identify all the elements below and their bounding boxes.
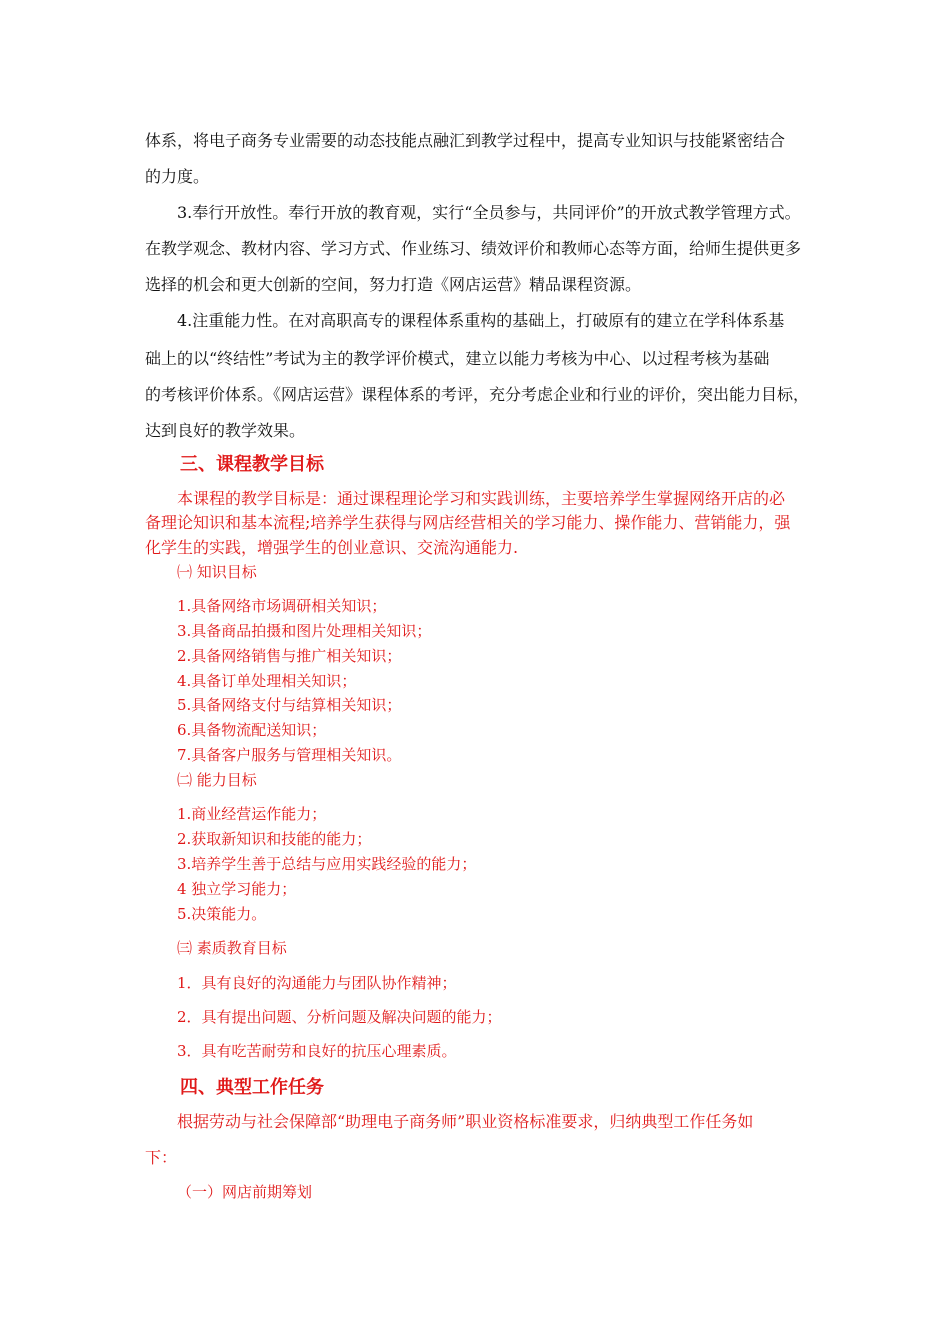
subsection-heading: （一）网店前期筹划: [177, 1183, 313, 1201]
list-item: 1．具有良好的沟通能力与团队协作精神；: [177, 974, 457, 992]
principle-line: 础上的以“终结性”考试为主的教学评价模式，建立以能力考核为中心、以过程考核为基础: [145, 349, 770, 368]
list-item: 2.获取新知识和技能的能力；: [177, 830, 372, 848]
intro-line: 的力度。: [145, 167, 210, 186]
objective-intro-line: 本课程的教学目标是：通过课程理论学习和实践训练，主要培养学生掌握网络开店的必: [177, 489, 786, 508]
principle-line: 达到良好的教学效果。: [145, 421, 306, 440]
list-item: 5.具备网络支付与结算相关知识；: [177, 696, 402, 714]
list-item: 3．具有吃苦耐劳和良好的抗压心理素质。: [177, 1042, 457, 1060]
intro-line: 体系，将电子商务专业需要的动态技能点融汇到教学过程中，提高专业知识与技能紧密结合: [145, 131, 786, 150]
list-item: 1.商业经营运作能力；: [177, 805, 327, 823]
subsection-heading: ㈡ 能力目标: [177, 771, 257, 789]
list-item: 5.决策能力。: [177, 905, 267, 923]
task-intro-line: 下：: [145, 1148, 178, 1167]
subsection-heading: ㈠ 知识目标: [177, 563, 257, 581]
objective-intro-line: 化学生的实践，增强学生的创业意识、交流沟通能力.: [145, 538, 519, 557]
list-item: 4 独立学习能力；: [177, 880, 297, 898]
principle-line: 的考核评价体系。《网店运营》课程体系的考评，充分考虑企业和行业的评价，突出能力目标，: [145, 385, 810, 404]
list-item: 7.具备客户服务与管理相关知识。: [177, 746, 402, 764]
list-item: 4.具备订单处理相关知识；: [177, 672, 357, 690]
list-item: 1.具备网络市场调研相关知识；: [177, 597, 387, 615]
task-intro-line: 根据劳动与社会保障部“助理电子商务师”职业资格标准要求，归纳典型工作任务如: [177, 1112, 754, 1131]
principle-line: 3.奉行开放性。奉行开放的教育观，实行“全员参与，共同评价”的开放式教学管理方式。: [177, 203, 801, 222]
section-heading: 四、典型工作任务: [180, 1077, 324, 1098]
list-item: 6.具备物流配送知识；: [177, 721, 327, 739]
list-item: 3.具备商品拍摄和图片处理相关知识；: [177, 622, 432, 640]
section-heading: 三、课程教学目标: [180, 454, 324, 475]
principle-line: 在教学观念、教材内容、学习方式、作业练习、绩效评价和教师心态等方面，给师生提供更多: [145, 239, 802, 258]
list-item: 3.培养学生善于总结与应用实践经验的能力；: [177, 855, 477, 873]
list-item: 2．具有提出问题、分析问题及解决问题的能力；: [177, 1008, 502, 1026]
objective-intro-line: 备理论知识和基本流程;培养学生获得与网店经营相关的学习能力、操作能力、营销能力，强: [145, 513, 791, 532]
subsection-heading: ㈢ 素质教育目标: [177, 939, 287, 957]
principle-line: 4.注重能力性。在对高职高专的课程体系重构的基础上，打破原有的建立在学科体系基: [177, 311, 785, 330]
principle-line: 选择的机会和更大创新的空间，努力打造《网店运营》精品课程资源。: [145, 275, 642, 294]
list-item: 2.具备网络销售与推广相关知识；: [177, 647, 402, 665]
